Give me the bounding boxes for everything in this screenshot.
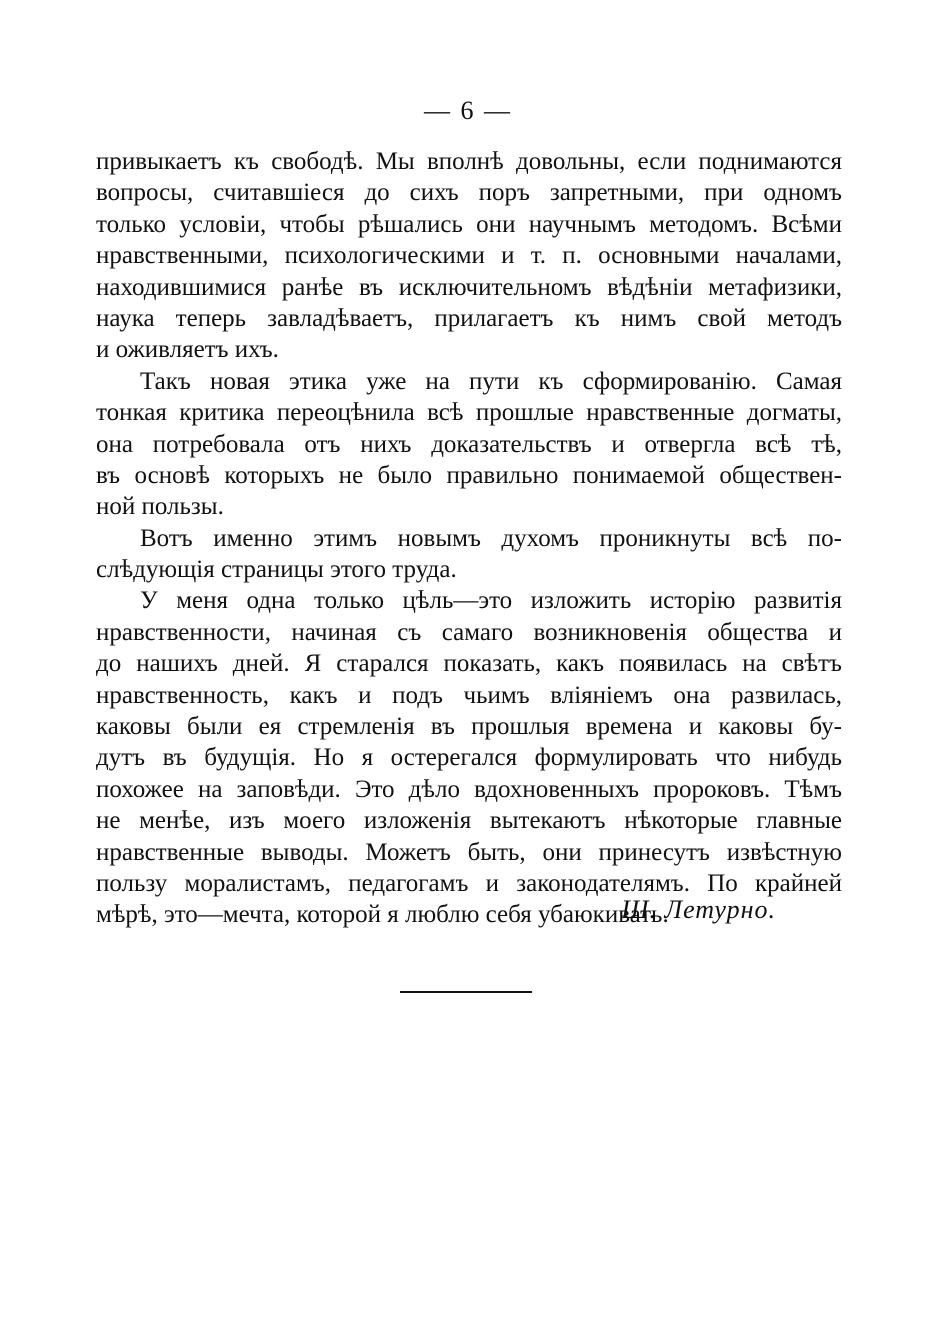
text-line: каковы были ея стремленія въ прошлыя времена и каковы бу-	[96, 713, 842, 741]
text-line: нравственности, начиная съ самаго возникновенія общества и	[96, 618, 842, 646]
text-line: Такъ новая этика уже на пути къ сформированію. Самая	[140, 367, 842, 395]
text-line: вопросы, считавшіеся до сихъ поръ запретными, при одномъ	[96, 179, 842, 207]
body-text	[96, 146, 842, 931]
text-line: Вотъ именно этимъ новымъ духомъ проникнуты всѣ по-	[140, 524, 842, 552]
text-line: она потребовала отъ нихъ доказательствъ и отвергла всѣ тѣ,	[96, 430, 842, 458]
text-line: ной пользы.	[96, 493, 224, 521]
text-line: только условіи, чтобы рѣшались они научнымъ методомъ. Всѣми	[96, 210, 842, 238]
text-line: слѣдующія страницы этого труда.	[96, 556, 457, 584]
author-signature: Ш. Летурно.	[621, 895, 776, 924]
text-line: и оживляетъ ихъ.	[96, 336, 279, 364]
text-line: находившимися ранѣе въ исключительномъ вѣдѣніи метафизики,	[96, 273, 842, 301]
text-line: пользу моралистамъ, педагогамъ и законодателямъ. По крайней	[96, 869, 842, 897]
page-number: — 6 —	[424, 96, 512, 125]
text-line: похожее на заповѣди. Это дѣло вдохновенныхъ пророковъ. Тѣмъ	[96, 775, 842, 803]
closing-rule	[400, 991, 532, 993]
text-line: дутъ въ будущія. Но я остерегался формулировать что нибудь	[96, 744, 842, 772]
text-line: наука теперь завладѣваетъ, прилагаетъ къ нимъ свой методъ	[96, 304, 842, 332]
text-line: мѣрѣ, это—мечта, которой я люблю себя убаюкивать.	[96, 901, 669, 929]
text-line: нравственные выводы. Можетъ быть, они принесутъ извѣстную	[96, 838, 842, 866]
text-line: нравственными, психологическими и т. п. основными началами,	[96, 242, 842, 270]
text-line: въ основѣ которыхъ не было правильно понимаемой обществен-	[96, 461, 842, 489]
text-line: до нашихъ дней. Я старался показать, какъ появилась на свѣтъ	[96, 650, 842, 678]
text-line: не менѣе, изъ моего изложенія вытекаютъ нѣкоторые главные	[96, 807, 842, 835]
text-line: У меня одна только цѣль—это изложить исторію развитія	[140, 587, 842, 615]
text-line: привыкаетъ къ свободѣ. Мы вполнѣ довольны, если поднимаются	[96, 148, 842, 175]
text-line: тонкая критика переоцѣнила всѣ прошлые нравственные догматы,	[96, 399, 842, 427]
text-line: нравственность, какъ и подъ чьимъ вліяніемъ она развилась,	[96, 681, 842, 709]
